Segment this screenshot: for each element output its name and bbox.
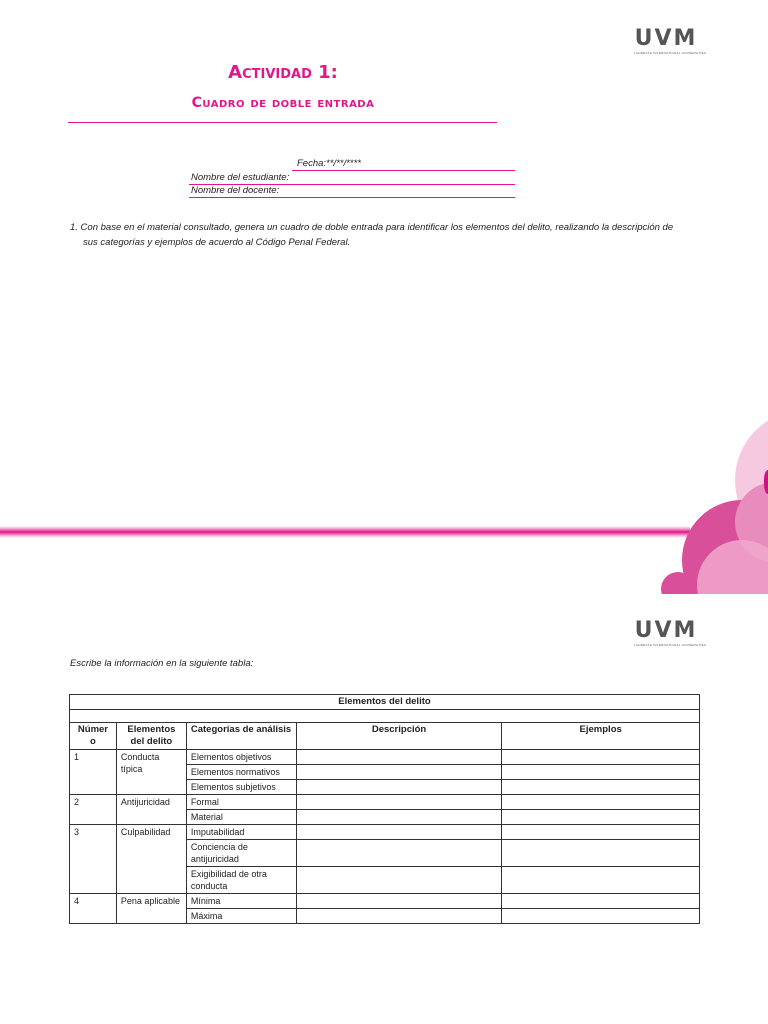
example-cell[interactable] [502, 810, 700, 825]
table-title-row [70, 695, 700, 710]
table-row [70, 894, 700, 909]
row-category: Exigibilidad de otra conducta [186, 867, 296, 894]
header-descripcion: Descripción [296, 723, 502, 750]
row-number: 1 [70, 750, 117, 795]
row-category: Elementos normativos [186, 765, 296, 780]
row-category: Máxima [186, 909, 296, 924]
description-cell[interactable] [296, 810, 502, 825]
example-cell[interactable] [502, 867, 700, 894]
description-cell[interactable] [296, 840, 502, 867]
example-cell[interactable] [502, 765, 700, 780]
logo-tagline: LAUREATE INTERNATIONAL UNIVERSITIES [634, 643, 707, 647]
instruction-text [70, 220, 700, 250]
row-number: 3 [70, 825, 117, 894]
description-cell[interactable] [296, 909, 502, 924]
table-spacer-row [70, 710, 700, 723]
row-category: Elementos subjetivos [186, 780, 296, 795]
logo-mark: UVM [634, 26, 698, 51]
logo-tagline: LAUREATE INTERNATIONAL UNIVERSITIES [634, 51, 707, 55]
teacher-name-underline [189, 197, 515, 198]
row-category: Formal [186, 795, 296, 810]
description-cell[interactable] [296, 750, 502, 765]
teacher-name-label: Nombre del docente: [191, 185, 280, 196]
row-category: Mínima [186, 894, 296, 909]
row-category: Conciencia de antijuricidad [186, 840, 296, 867]
description-cell[interactable] [296, 780, 502, 795]
description-cell[interactable] [296, 795, 502, 810]
instruction-line-2: sus categorías y ejemplos de acuerdo al Código Penal Federal. [83, 237, 351, 248]
row-element: Antijuricidad [116, 795, 186, 825]
row-category: Elementos objetivos [186, 750, 296, 765]
uvm-logo [634, 618, 707, 647]
example-cell[interactable] [502, 840, 700, 867]
example-cell[interactable] [502, 780, 700, 795]
header-ejemplos: Ejemplos [502, 723, 700, 750]
instruction-line-1: 1. Con base en el material consultado, genera un cuadro de doble entrada para identificar los elementos del delito, realizando la descripción de [70, 222, 674, 233]
activity-title: Actividad 1: [228, 62, 338, 83]
title-divider [68, 122, 497, 123]
date-underline [292, 170, 515, 171]
row-number: 2 [70, 795, 117, 825]
uvm-logo [634, 26, 707, 55]
student-name-label: Nombre del estudiante: [191, 172, 290, 183]
crime-elements-table [69, 694, 700, 924]
table-row [70, 750, 700, 765]
table-intro: Escribe la información en la siguiente tabla: [70, 658, 254, 669]
table-title: Elementos del delito [70, 695, 700, 710]
date-field: Fecha:**/**/**** [297, 158, 361, 169]
example-cell[interactable] [502, 909, 700, 924]
row-category: Imputabilidad [186, 825, 296, 840]
row-element: Culpabilidad [116, 825, 186, 894]
table-row [70, 825, 700, 840]
description-cell[interactable] [296, 825, 502, 840]
row-element: Pena aplicable [116, 894, 186, 924]
example-cell[interactable] [502, 795, 700, 810]
row-element: Conducta típica [116, 750, 186, 795]
example-cell[interactable] [502, 825, 700, 840]
decorative-band [0, 526, 690, 538]
header-elementos: Elementos del delito [116, 723, 186, 750]
description-cell[interactable] [296, 765, 502, 780]
header-numero: Númer o [70, 723, 117, 750]
table-row [70, 795, 700, 810]
page-two [0, 594, 768, 1024]
activity-subtitle: Cuadro de doble entrada [191, 95, 375, 111]
example-cell[interactable] [502, 750, 700, 765]
table-header-row [70, 723, 700, 750]
example-cell[interactable] [502, 894, 700, 909]
row-number: 4 [70, 894, 117, 924]
description-cell[interactable] [296, 867, 502, 894]
description-cell[interactable] [296, 894, 502, 909]
logo-mark: UVM [634, 618, 698, 643]
table-spacer-cell [70, 710, 700, 723]
decorative-circle [764, 470, 768, 494]
header-categorias: Categorías de análisis [186, 723, 296, 750]
row-category: Material [186, 810, 296, 825]
